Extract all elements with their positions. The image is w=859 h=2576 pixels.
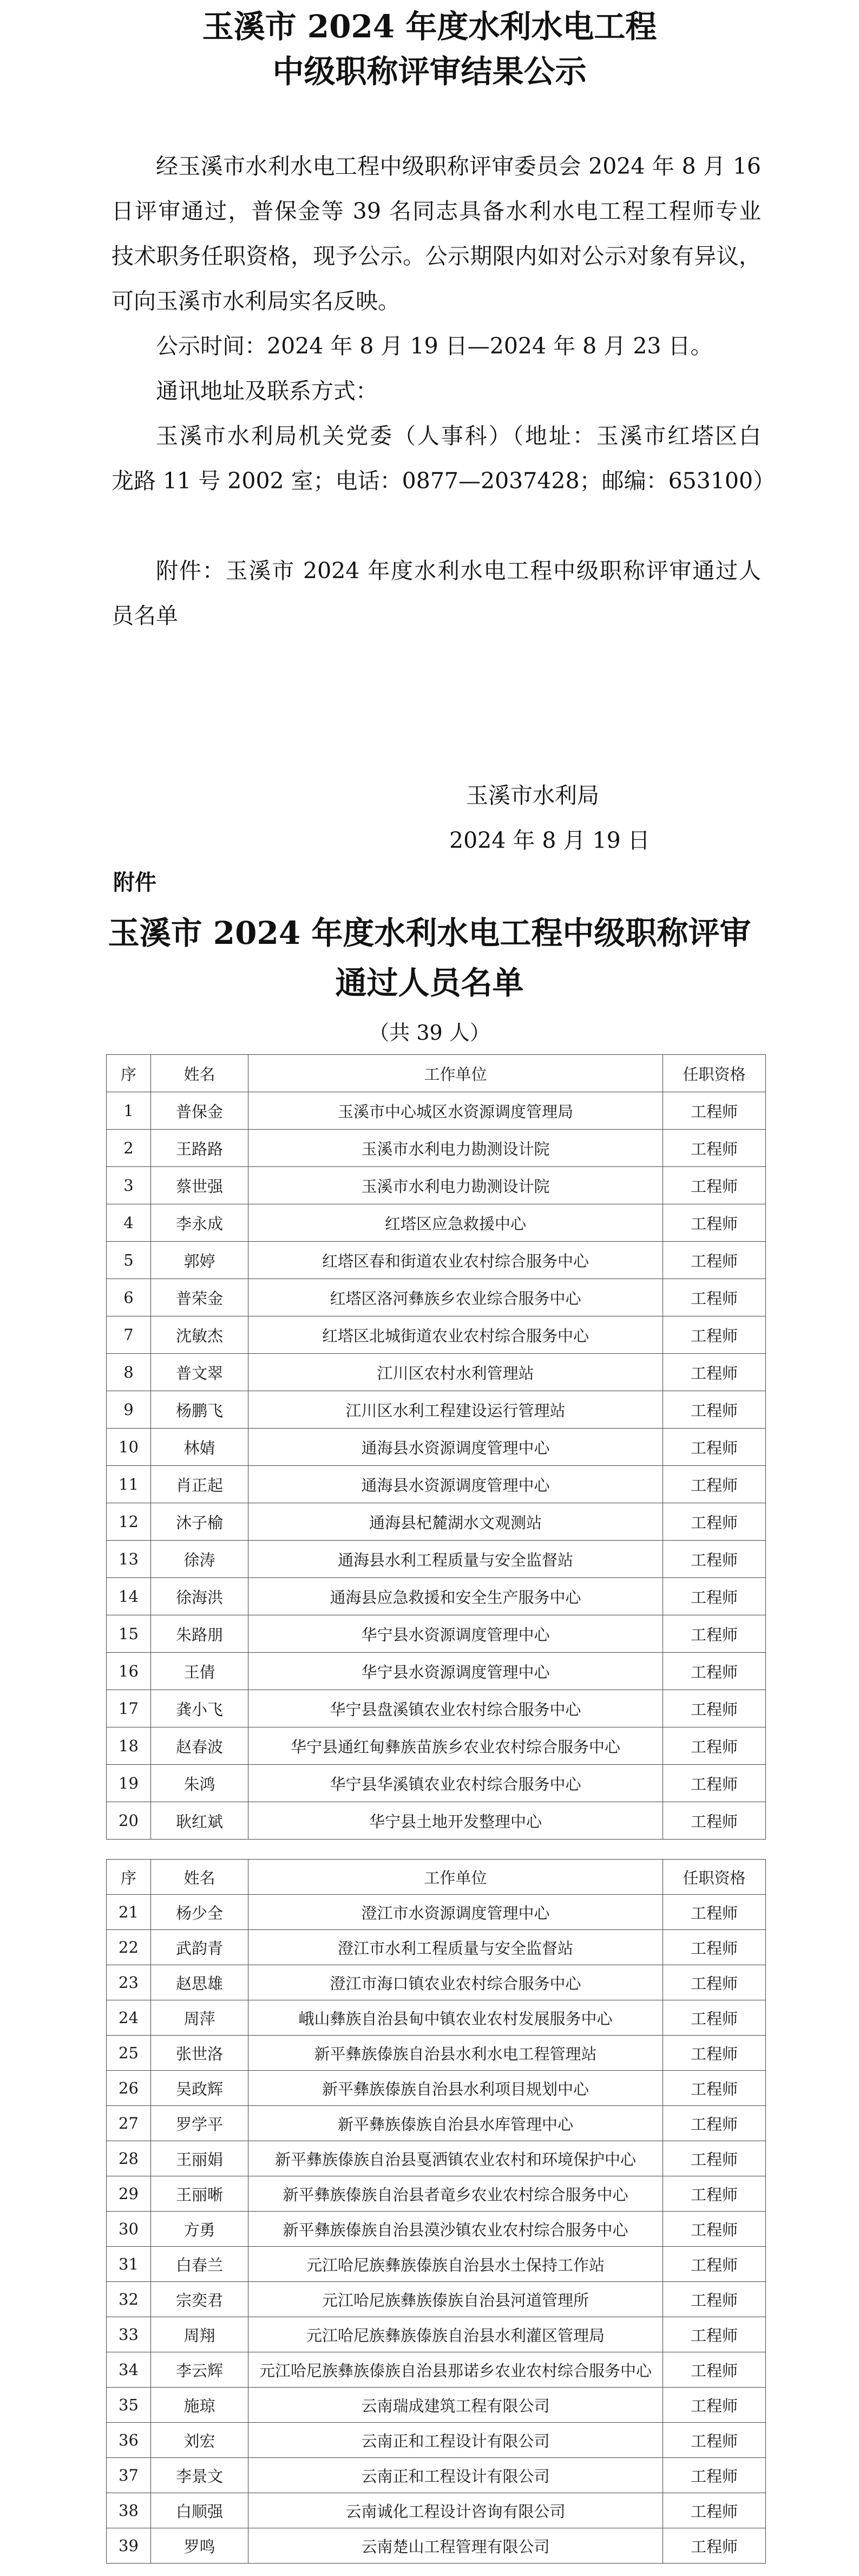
table-row (107, 2071, 766, 2106)
name-cell: 朱鸿 (151, 1765, 248, 1802)
work-unit-cell: 红塔区春和街道农业农村综合服务中心 (248, 1242, 663, 1279)
qualification-cell: 工程师 (663, 1727, 766, 1765)
qualification-cell: 工程师 (663, 2036, 766, 2071)
work-unit-cell: 新平彝族傣族自治县水利项目规划中心 (248, 2071, 663, 2106)
name-cell: 普荣金 (151, 1279, 248, 1316)
table-row (107, 2352, 766, 2388)
name-cell: 杨少全 (151, 1895, 248, 1930)
qualification-cell: 工程师 (663, 1092, 766, 1130)
row-number-cell: 15 (107, 1615, 151, 1653)
table-row (107, 2141, 766, 2176)
name-cell: 朱路朋 (151, 1615, 248, 1653)
qualification-cell: 工程师 (663, 1690, 766, 1727)
work-unit-cell: 通海县水利工程质量与安全监督站 (248, 1541, 663, 1578)
name-cell: 宗奕君 (151, 2282, 248, 2317)
work-unit-cell: 新平彝族傣族自治县者竜乡农业农村综合服务中心 (248, 2176, 663, 2212)
name-cell: 张世洛 (151, 2036, 248, 2071)
qualification-cell: 工程师 (663, 2212, 766, 2247)
annex-label: 附件 (113, 870, 156, 895)
qualification-cell: 工程师 (663, 1653, 766, 1690)
header-number: 序 (107, 1860, 151, 1895)
table-row (107, 1279, 766, 1316)
work-unit-cell: 玉溪市水利电力勘测设计院 (248, 1167, 663, 1204)
table-row (107, 2036, 766, 2071)
table-row (107, 2528, 766, 2564)
work-unit-cell: 新平彝族傣族自治县戛洒镇农业农村和环境保护中心 (248, 2141, 663, 2176)
table-row (107, 1391, 766, 1429)
qualification-cell: 工程师 (663, 1167, 766, 1204)
qualification-cell: 工程师 (663, 2282, 766, 2317)
qualification-cell: 工程师 (663, 1965, 766, 2000)
name-cell: 徐涛 (151, 1541, 248, 1578)
row-number-cell: 32 (107, 2282, 151, 2317)
row-number-cell: 2 (107, 1130, 151, 1167)
signature-organization: 玉溪市水利局 (466, 782, 599, 808)
header-qualification: 任职资格 (663, 1860, 766, 1895)
qualification-cell: 工程师 (663, 1466, 766, 1503)
work-unit-cell: 云南诚化工程设计咨询有限公司 (248, 2493, 663, 2528)
contact-line: 龙路 11 号 2002 室；电话：0877—2037428；邮编：653100） (112, 468, 776, 494)
row-number-cell: 34 (107, 2352, 151, 2388)
qualification-cell: 工程师 (663, 2317, 766, 2352)
name-cell: 罗鸣 (151, 2528, 248, 2564)
work-unit-cell: 红塔区洛河彝族乡农业综合服务中心 (248, 1279, 663, 1316)
qualification-cell: 工程师 (663, 2388, 766, 2423)
table-row (107, 1242, 766, 1279)
header-number: 序 (107, 1055, 151, 1092)
qualification-cell: 工程师 (663, 1279, 766, 1316)
name-cell: 武韵青 (151, 1930, 248, 1965)
name-cell: 肖正起 (151, 1466, 248, 1503)
name-cell: 龚小飞 (151, 1690, 248, 1727)
notice-body (112, 144, 776, 638)
name-cell: 赵春波 (151, 1727, 248, 1765)
table-row (107, 1727, 766, 1765)
header-work-unit: 工作单位 (248, 1055, 663, 1092)
row-number-cell: 9 (107, 1391, 151, 1429)
work-unit-cell: 华宁县水资源调度管理中心 (248, 1615, 663, 1653)
qualification-cell: 工程师 (663, 1503, 766, 1541)
row-number-cell: 29 (107, 2176, 151, 2212)
name-cell: 徐海洪 (151, 1578, 248, 1615)
table-header-row (107, 1860, 766, 1895)
row-number-cell: 14 (107, 1578, 151, 1615)
row-number-cell: 35 (107, 2388, 151, 2423)
table-row (107, 2247, 766, 2282)
table-row (107, 1895, 766, 1930)
name-cell: 吴政辉 (151, 2071, 248, 2106)
row-number-cell: 37 (107, 2458, 151, 2493)
name-cell: 白春兰 (151, 2247, 248, 2282)
row-number-cell: 33 (107, 2317, 151, 2352)
table-row (107, 1541, 766, 1578)
row-number-cell: 10 (107, 1429, 151, 1466)
name-cell: 施琼 (151, 2388, 248, 2423)
name-cell: 周萍 (151, 2000, 248, 2036)
qualification-cell: 工程师 (663, 2247, 766, 2282)
qualification-cell: 工程师 (663, 1242, 766, 1279)
work-unit-cell: 玉溪市水利电力勘测设计院 (248, 1130, 663, 1167)
work-unit-cell: 元江哈尼族彝族傣族自治县河道管理所 (248, 2282, 663, 2317)
table-row (107, 2000, 766, 2036)
table-row (107, 1690, 766, 1727)
annex-count: （共 39 人） (369, 1021, 490, 1045)
qualification-cell: 工程师 (663, 1316, 766, 1354)
name-cell: 李景文 (151, 2458, 248, 2493)
name-cell: 赵思雄 (151, 1965, 248, 2000)
name-cell: 沐子榆 (151, 1503, 248, 1541)
table-row (107, 1765, 766, 1802)
contact-heading: 通讯地址及联系方式： (156, 378, 378, 404)
work-unit-cell: 澄江市水资源调度管理中心 (248, 1895, 663, 1930)
notice-title-line-2: 中级职称评审结果公示 (272, 53, 587, 90)
work-unit-cell: 通海县应急救援和安全生产服务中心 (248, 1578, 663, 1615)
personnel-table-part-2 (106, 1859, 766, 2564)
qualification-cell: 工程师 (663, 2176, 766, 2212)
work-unit-cell: 通海县水资源调度管理中心 (248, 1466, 663, 1503)
blank-line (112, 504, 761, 549)
table-row (107, 1965, 766, 2000)
header-qualification: 任职资格 (663, 1055, 766, 1092)
row-number-cell: 21 (107, 1895, 151, 1930)
qualification-cell: 工程师 (663, 1895, 766, 1930)
table-row (107, 1615, 766, 1653)
table-row (107, 2176, 766, 2212)
name-cell: 蔡世强 (151, 1167, 248, 1204)
publicity-time: 公示时间：2024 年 8 月 19 日—2024 年 8 月 23 日。 (156, 333, 713, 359)
name-cell: 白顺强 (151, 2493, 248, 2528)
qualification-cell: 工程师 (663, 2352, 766, 2388)
annex-title (0, 908, 859, 1008)
table-row (107, 2317, 766, 2352)
annex-title-line-2: 通过人员名单 (335, 964, 524, 1001)
row-number-cell: 28 (107, 2141, 151, 2176)
paragraph-line: 日评审通过，普保金等 39 名同志具备水利水电工程工程师专业 (112, 198, 761, 224)
table-row (107, 2493, 766, 2528)
name-cell: 沈敏杰 (151, 1316, 248, 1354)
name-cell: 王丽晰 (151, 2176, 248, 2212)
qualification-cell: 工程师 (663, 2000, 766, 2036)
table-row (107, 1130, 766, 1167)
paragraph-line: 可向玉溪市水利局实名反映。 (112, 288, 400, 314)
work-unit-cell: 新平彝族傣族自治县水库管理中心 (248, 2106, 663, 2141)
work-unit-cell: 云南瑞成建筑工程有限公司 (248, 2388, 663, 2423)
qualification-cell: 工程师 (663, 2493, 766, 2528)
name-cell: 李云辉 (151, 2352, 248, 2388)
work-unit-cell: 华宁县土地开发整理中心 (248, 1802, 663, 1840)
name-cell: 杨鹏飞 (151, 1391, 248, 1429)
work-unit-cell: 红塔区北城街道农业农村综合服务中心 (248, 1316, 663, 1354)
row-number-cell: 25 (107, 2036, 151, 2071)
table-row (107, 1503, 766, 1541)
table-row (107, 1578, 766, 1615)
table-row (107, 1802, 766, 1840)
name-cell: 王倩 (151, 1653, 248, 1690)
qualification-cell: 工程师 (663, 1429, 766, 1466)
name-cell: 周翔 (151, 2317, 248, 2352)
table-row (107, 1167, 766, 1204)
qualification-cell: 工程师 (663, 2141, 766, 2176)
row-number-cell: 12 (107, 1503, 151, 1541)
row-number-cell: 31 (107, 2247, 151, 2282)
table-row (107, 2423, 766, 2458)
table-row (107, 1204, 766, 1242)
row-number-cell: 16 (107, 1653, 151, 1690)
name-cell: 耿红斌 (151, 1802, 248, 1840)
table-row (107, 1092, 766, 1130)
table-row (107, 2282, 766, 2317)
name-cell: 刘宏 (151, 2423, 248, 2458)
work-unit-cell: 新平彝族傣族自治县水利水电工程管理站 (248, 2036, 663, 2071)
table-row (107, 1316, 766, 1354)
work-unit-cell: 江川区农村水利管理站 (248, 1354, 663, 1391)
row-number-cell: 30 (107, 2212, 151, 2247)
work-unit-cell: 华宁县华溪镇农业农村综合服务中心 (248, 1765, 663, 1802)
work-unit-cell: 澄江市水利工程质量与安全监督站 (248, 1930, 663, 1965)
row-number-cell: 6 (107, 1279, 151, 1316)
work-unit-cell: 云南正和工程设计有限公司 (248, 2458, 663, 2493)
table-row (107, 1466, 766, 1503)
work-unit-cell: 元江哈尼族彝族傣族自治县水利灌区管理局 (248, 2317, 663, 2352)
qualification-cell: 工程师 (663, 1204, 766, 1242)
work-unit-cell: 华宁县盘溪镇农业农村综合服务中心 (248, 1690, 663, 1727)
table-row (107, 1354, 766, 1391)
row-number-cell: 1 (107, 1092, 151, 1130)
name-cell: 林婧 (151, 1429, 248, 1466)
table-header-row (107, 1055, 766, 1092)
work-unit-cell: 玉溪市中心城区水资源调度管理局 (248, 1092, 663, 1130)
row-number-cell: 8 (107, 1354, 151, 1391)
qualification-cell: 工程师 (663, 1354, 766, 1391)
row-number-cell: 19 (107, 1765, 151, 1802)
table-row (107, 2212, 766, 2247)
qualification-cell: 工程师 (663, 1802, 766, 1840)
work-unit-cell: 华宁县通红甸彝族苗族乡农业农村综合服务中心 (248, 1727, 663, 1765)
table-row (107, 2458, 766, 2493)
name-cell: 普文翠 (151, 1354, 248, 1391)
qualification-cell: 工程师 (663, 2458, 766, 2493)
work-unit-cell: 红塔区应急救援中心 (248, 1204, 663, 1242)
attachment-line: 员名单 (112, 603, 178, 629)
work-unit-cell: 云南楚山工程管理有限公司 (248, 2528, 663, 2564)
name-cell: 罗学平 (151, 2106, 248, 2141)
work-unit-cell: 通海县杞麓湖水文观测站 (248, 1503, 663, 1541)
work-unit-cell: 华宁县水资源调度管理中心 (248, 1653, 663, 1690)
row-number-cell: 18 (107, 1727, 151, 1765)
qualification-cell: 工程师 (663, 2106, 766, 2141)
work-unit-cell: 江川区水利工程建设运行管理站 (248, 1391, 663, 1429)
name-cell: 王路路 (151, 1130, 248, 1167)
work-unit-cell: 通海县水资源调度管理中心 (248, 1429, 663, 1466)
personnel-table-part-1 (106, 1054, 766, 1840)
work-unit-cell: 元江哈尼族彝族傣族自治县那诺乡农业农村综合服务中心 (248, 2352, 663, 2388)
row-number-cell: 26 (107, 2071, 151, 2106)
paragraph-line: 经玉溪市水利水电工程中级职称评审委员会 2024 年 8 月 16 (156, 153, 761, 179)
annex-title-line-1: 玉溪市 2024 年度水利水电工程中级职称评审 (108, 915, 751, 951)
work-unit-cell: 元江哈尼族彝族傣族自治县水土保持工作站 (248, 2247, 663, 2282)
name-cell: 王丽娟 (151, 2141, 248, 2176)
qualification-cell: 工程师 (663, 1541, 766, 1578)
signature-date: 2024 年 8 月 19 日 (449, 827, 650, 853)
notice-title (0, 4, 859, 94)
header-name: 姓名 (151, 1860, 248, 1895)
row-number-cell: 39 (107, 2528, 151, 2564)
qualification-cell: 工程师 (663, 1391, 766, 1429)
row-number-cell: 7 (107, 1316, 151, 1354)
table-row (107, 1653, 766, 1690)
qualification-cell: 工程师 (663, 1765, 766, 1802)
qualification-cell: 工程师 (663, 1578, 766, 1615)
work-unit-cell: 云南正和工程设计有限公司 (248, 2423, 663, 2458)
row-number-cell: 11 (107, 1466, 151, 1503)
row-number-cell: 13 (107, 1541, 151, 1578)
row-number-cell: 3 (107, 1167, 151, 1204)
row-number-cell: 20 (107, 1802, 151, 1840)
row-number-cell: 36 (107, 2423, 151, 2458)
notice-title-line-1: 玉溪市 2024 年度水利水电工程 (202, 8, 657, 45)
name-cell: 郭婷 (151, 1242, 248, 1279)
row-number-cell: 38 (107, 2493, 151, 2528)
qualification-cell: 工程师 (663, 1615, 766, 1653)
name-cell: 方勇 (151, 2212, 248, 2247)
qualification-cell: 工程师 (663, 1130, 766, 1167)
work-unit-cell: 新平彝族傣族自治县漠沙镇农业农村综合服务中心 (248, 2212, 663, 2247)
row-number-cell: 22 (107, 1930, 151, 1965)
table-row (107, 2388, 766, 2423)
name-cell: 李永成 (151, 1204, 248, 1242)
row-number-cell: 24 (107, 2000, 151, 2036)
qualification-cell: 工程师 (663, 2423, 766, 2458)
table-row (107, 1930, 766, 1965)
contact-line: 玉溪市水利局机关党委（人事科）（地址：玉溪市红塔区白 (156, 423, 761, 449)
qualification-cell: 工程师 (663, 2071, 766, 2106)
table-row (107, 2106, 766, 2141)
row-number-cell: 5 (107, 1242, 151, 1279)
attachment-line: 附件：玉溪市 2024 年度水利水电工程中级职称评审通过人 (156, 558, 761, 584)
paragraph-line: 技术职务任职资格，现予公示。公示期限内如对公示对象有异议， (112, 243, 761, 269)
work-unit-cell: 峨山彝族自治县甸中镇农业农村发展服务中心 (248, 2000, 663, 2036)
header-work-unit: 工作单位 (248, 1860, 663, 1895)
table-row (107, 1429, 766, 1466)
header-name: 姓名 (151, 1055, 248, 1092)
qualification-cell: 工程师 (663, 2528, 766, 2564)
work-unit-cell: 澄江市海口镇农业农村综合服务中心 (248, 1965, 663, 2000)
row-number-cell: 27 (107, 2106, 151, 2141)
row-number-cell: 4 (107, 1204, 151, 1242)
row-number-cell: 17 (107, 1690, 151, 1727)
row-number-cell: 23 (107, 1965, 151, 2000)
name-cell: 普保金 (151, 1092, 248, 1130)
qualification-cell: 工程师 (663, 1930, 766, 1965)
